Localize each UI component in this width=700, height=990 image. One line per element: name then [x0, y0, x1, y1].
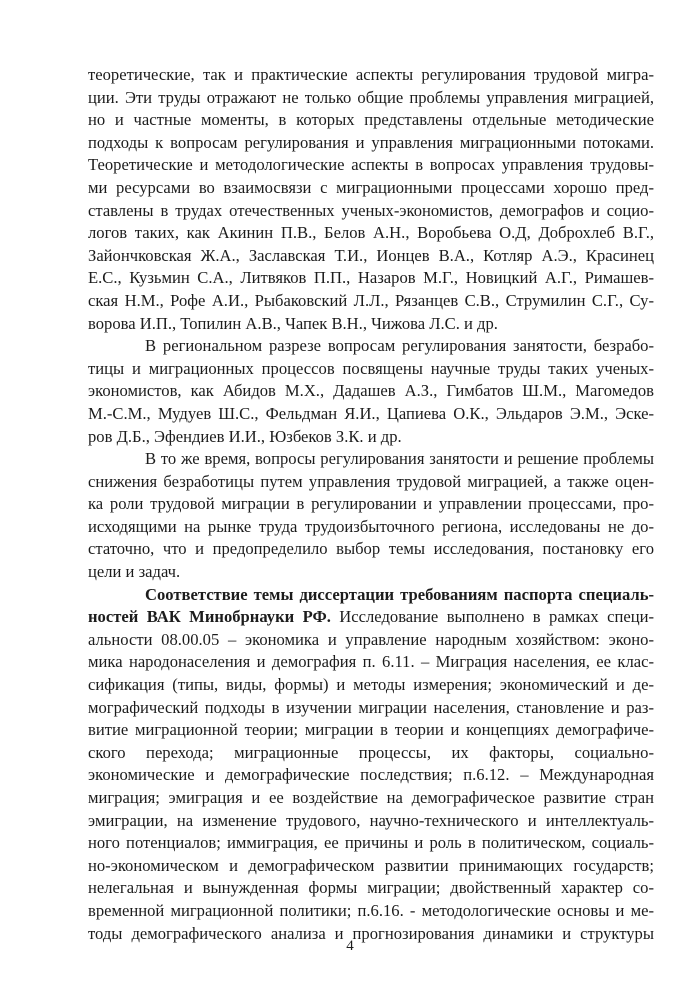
- text-line: но и частные моменты, в которых представлены отдельные методические: [88, 110, 654, 130]
- text-line: миграция; эмиграция и ее воздействие на демографическое развитие стран: [88, 788, 654, 807]
- text-line: теоретические, так и практические аспекты регулирования трудовой мигра-: [88, 65, 654, 84]
- text-line: экономистов, как Абидов М.Х., Дадашев А.З., Гимбатов Ш.М., Магомедов: [88, 381, 654, 401]
- text-line: М.-С.М., Мудуев Ш.С., Фельдман Я.И., Цапиева О.К., Эльдаров Э.М., Эске-: [88, 403, 654, 423]
- text-line: ции. Эти труды отражают не только общие проблемы управления миграцией,: [88, 87, 654, 107]
- text-line: витие миграционной теории; миграции в теории и концепциях демографиче-: [88, 720, 654, 740]
- text-line: ставлены в трудах отечественных ученых-экономистов, демографов и социо-: [88, 200, 654, 220]
- text-line: [88, 606, 654, 629]
- text-line: логов таких, как Акинин П.В., Белов А.Н., Воробьева О.Д, Доброхлеб В.Г.,: [88, 223, 654, 243]
- text-line: снижения безработицы путем управления трудовой миграцией, а также оцен-: [88, 471, 654, 491]
- text-line: ми ресурсами во взаимосвязи с миграционными процессами хорошо пред-: [88, 177, 654, 197]
- text-line: исходящими на рынке труда трудоизбыточного региона, исследованы не до-: [88, 516, 654, 536]
- text-line: тицы и миграционных процессов посвящены научные труды таких ученых-: [88, 358, 654, 378]
- text-line: ского перехода; миграционные процессы, их факторы, социально-: [88, 742, 654, 762]
- paragraph-research-gap: [88, 448, 654, 584]
- text-line: ская Н.М., Рофе А.И., Рыбаковский Л.Л., Рязанцев С.В., Струмилин С.Г., Су-: [88, 290, 654, 310]
- text-line: Е.С., Кузьмин С.А., Литвяков П.П., Назаров М.Г., Новицкий А.Г., Римашев-: [88, 268, 654, 288]
- text-line: экономические и демографические последствия; п.6.12. – Международная: [88, 765, 654, 785]
- text-line: ворова И.П., Топилин А.В., Чапек В.Н., Чижова Л.С. и др.: [88, 313, 498, 333]
- text-fragment: Исследование выполнено в рамках специ-: [330, 607, 654, 627]
- text-line: тоды демографического анализа и прогнозирования динамики и структуры: [88, 923, 654, 943]
- text-line: статочно, что и предопределило выбор темы исследования, постановку его: [88, 539, 654, 559]
- text-line: мика народонаселения и демография п. 6.11. – Миграция населения, ее клас-: [88, 652, 654, 672]
- section-heading-line: Соответствие темы диссертации требованиям паспорта специаль-: [145, 584, 654, 604]
- text-line: подходы к вопросам регулирования и управления миграционными потоками.: [88, 132, 654, 152]
- text-line: ного потенциалов; иммиграция, ее причины и роль в политическом, социаль-: [88, 833, 654, 853]
- text-line: временной миграционной политики; п.6.16. - методологические основы и ме-: [88, 900, 654, 920]
- text-line: В региональном разрезе вопросам регулирования занятости, безрабо-: [145, 336, 654, 356]
- text-line: нелегальная и вынужденная формы миграции; двойственный характер со-: [88, 878, 654, 898]
- text-line: Зайончковская Ж.А., Заславская Т.И., Ионцев В.А., Котляр А.Э., Красинец: [88, 245, 654, 265]
- text-line: В то же время, вопросы регулирования занятости и решение проблемы: [145, 449, 654, 469]
- paragraph-regional-research: [88, 335, 654, 448]
- page-number: 4: [346, 938, 354, 954]
- paragraph-specialty-compliance: [88, 584, 654, 946]
- page-body: [88, 64, 654, 945]
- text-line: мографический подходы в изучении миграции населения, становление и раз-: [88, 697, 654, 717]
- text-line: альности 08.00.05 – экономика и управление народным хозяйством: эконо-: [88, 629, 654, 649]
- text-line: цели и задач.: [88, 562, 181, 582]
- paragraph-literature-review: [88, 64, 654, 335]
- text-line: ров Д.Б., Эфендиев И.И., Юзбеков З.К. и др.: [88, 426, 402, 446]
- text-line: но-экономическом и демографическом развитии принимающих государств;: [88, 855, 654, 875]
- text-line: Теоретические и методологические аспекты в вопросах управления трудовы-: [88, 155, 654, 175]
- section-heading-end: ностей ВАК Минобрнауки РФ.: [88, 607, 331, 627]
- text-line: сификация (типы, виды, формы) и методы измерения; экономический и де-: [88, 675, 654, 695]
- text-line: ка роли трудовой миграции в регулировании и управлении процессами, про-: [88, 494, 654, 514]
- text-line: эмиграции, на изменение трудового, научно-технического и интеллектуаль-: [88, 810, 654, 830]
